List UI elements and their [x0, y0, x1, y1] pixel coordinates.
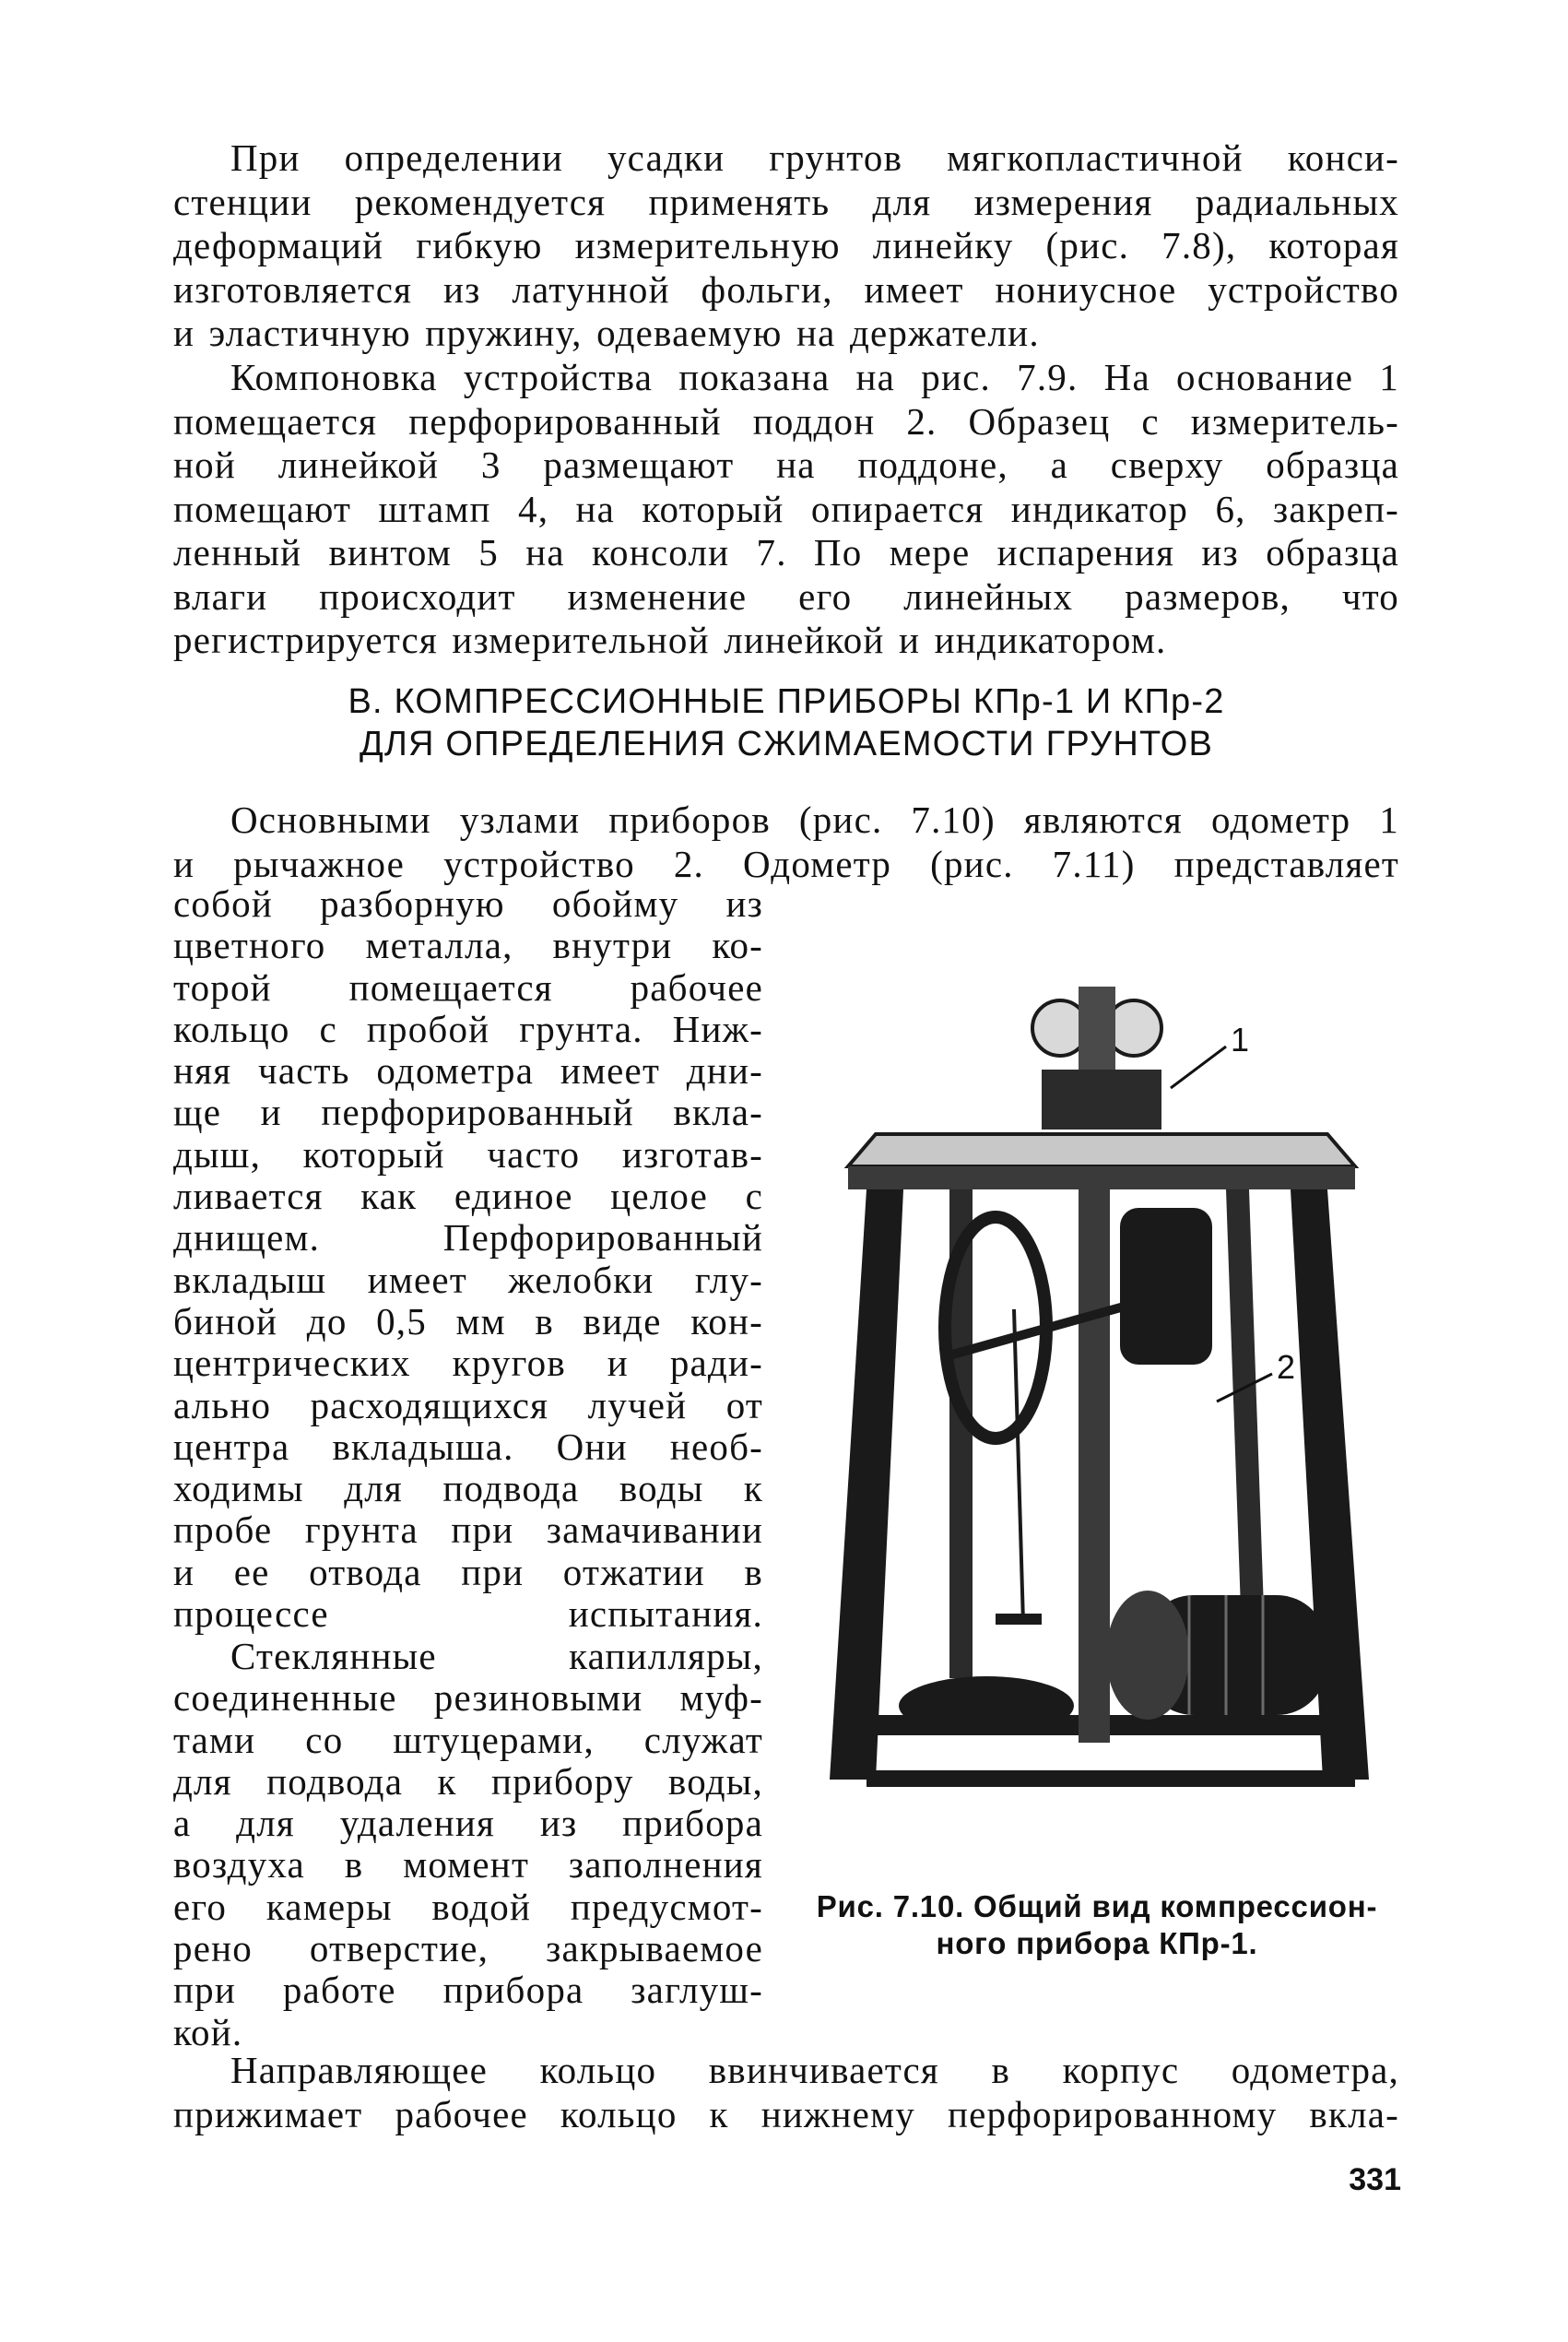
text-line: цветного металла, внутри ко- [173, 924, 763, 967]
section-heading-line-1: В. КОМПРЕССИОННЫЕ ПРИБОРЫ КПр-1 И КПр-2 [348, 682, 1225, 721]
figure-caption [784, 1888, 1410, 1962]
text-line: Направляющее кольцо ввинчивается в корпус одометра, [230, 2049, 1399, 2091]
section-heading [173, 680, 1399, 765]
text-line: торой помещается рабочее [173, 965, 763, 1009]
paragraph-layout [173, 356, 1399, 663]
text-line: вкладыш имеет желобки глу- [173, 1258, 763, 1301]
weight-stack-face [1106, 1591, 1189, 1720]
paragraph-main-units [173, 798, 1399, 886]
figure-caption-line-2: ного прибора КПр-1. [936, 1926, 1258, 1960]
text-line: кольцо с пробой грунта. Ниж- [173, 1007, 763, 1050]
paragraph-shrinkage [173, 136, 1399, 356]
text-line: тами со штуцерами, служат [173, 1718, 763, 1761]
text-line: при работе прибора заглуш- [173, 1969, 763, 2012]
text-line: регистрируется измерительной линейкой и индикатором. [173, 619, 1167, 661]
text-line: днищем. Перфорированный [173, 1216, 763, 1260]
table-rim [848, 1166, 1355, 1189]
text-line: центра вкладыша. Они необ- [173, 1425, 763, 1468]
text-line: Основными узлами приборов (рис. 7.10) являются одометр 1 [230, 798, 1399, 841]
section-heading-line-2: ДЛЯ ОПРЕДЕЛЕНИЯ СЖИМАЕМОСТИ ГРУНТОВ [359, 725, 1214, 763]
text-line: помещают штамп 4, на который опирается индикатор 6, закреп- [173, 487, 1399, 530]
odometer-body [1042, 1070, 1161, 1130]
paragraph-odometer-narrow [173, 883, 763, 1635]
text-line: собой разборную обойму из [173, 882, 763, 925]
figure-caption-line-1: Рис. 7.10. Общий вид компрессион- [816, 1889, 1378, 1923]
text-line: Стеклянные капилляры, [230, 1635, 763, 1677]
text-line: стенции рекомендуется применять для измерения радиальных [173, 180, 1399, 223]
text-line: ально расходящихся лучей от [173, 1383, 763, 1426]
paragraph-capillaries-narrow [173, 1636, 763, 2053]
text-line: ной линейкой 3 размещают на поддоне, а сверху образца [173, 444, 1399, 486]
text-line: деформаций гибкую измерительную линейку (рис. 7.8), которая [173, 224, 1399, 266]
text-line: воздуха в момент заполнения [173, 1843, 763, 1887]
text-line: центрических кругов и ради- [173, 1342, 763, 1385]
figure-label-2: 2 [1277, 1348, 1296, 1386]
compression-device-illustration [811, 959, 1383, 1835]
page-number: 331 [1349, 2162, 1401, 2197]
text-line: ливается как единое целое с [173, 1175, 763, 1218]
compression-device-figure [811, 959, 1383, 1835]
central-column [1079, 1189, 1110, 1743]
text-line: а для удаления из прибора [173, 1802, 763, 1845]
text-line: кой. [173, 2010, 243, 2053]
weight-pan [899, 1676, 1074, 1735]
text-line: няя часть одометра имеет дни- [173, 1049, 763, 1093]
text-line: и эластичную пружину, одеваемую на держатели. [173, 312, 1040, 354]
text-line: ходимы для подвода воды к [173, 1467, 763, 1510]
lever-housing [1120, 1208, 1212, 1365]
bottom-rail [867, 1770, 1355, 1787]
figure-label-1: 1 [1231, 1021, 1250, 1059]
hanger-plate [996, 1614, 1042, 1625]
text-line: рено отверстие, закрываемое [173, 1927, 763, 1970]
text-line: и рычажное устройство 2. Одометр (рис. 7.11) представляет [173, 842, 1399, 885]
paragraph-guide-ring [173, 2049, 1399, 2136]
text-line: Компоновка устройства показана на рис. 7.9. На основание 1 [230, 356, 1399, 398]
text-line: и ее отвода при отжатии в [173, 1550, 763, 1593]
text-line: соединенные резиновыми муф- [173, 1676, 763, 1720]
text-line: помещается перфорированный поддон 2. Образец с измеритель- [173, 399, 1399, 443]
text-line: биной до 0,5 мм в виде кон- [173, 1299, 763, 1343]
text-line: При определении усадки грунтов мягкопластичной конси- [230, 136, 1399, 179]
text-line: влаги происходит изменение его линейных размеров, что [173, 574, 1399, 618]
table-top [848, 1134, 1355, 1166]
text-line: его камеры водой предусмот- [173, 1885, 763, 1928]
text-line: ще и перфорированный вкла- [173, 1091, 763, 1134]
text-line: для подвода к прибору воды, [173, 1759, 763, 1803]
text-line: ленный винтом 5 на консоли 7. По мере испарения из образца [173, 531, 1399, 574]
text-line: дыш, который часто изготав- [173, 1132, 763, 1176]
text-line: пробе грунта при замачивании [173, 1508, 763, 1552]
text-line: изготовляется из латунной фольги, имеет нониусное устройство [173, 267, 1399, 311]
text-line: процессе испытания. [173, 1592, 763, 1636]
text-line: прижимает рабочее кольцо к нижнему перфорированному вкла- [173, 2092, 1399, 2135]
